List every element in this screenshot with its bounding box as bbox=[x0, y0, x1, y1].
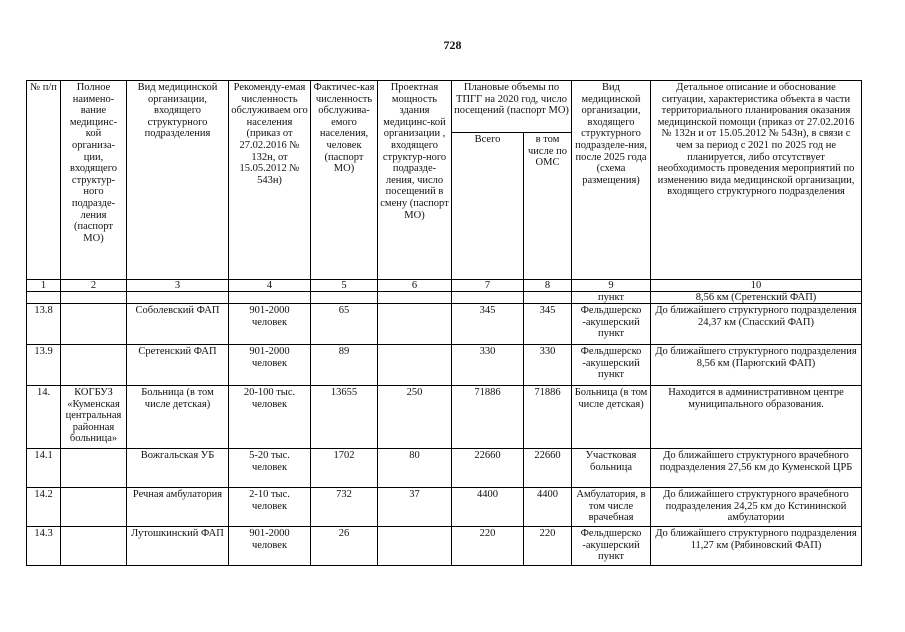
row-oms: 22660 bbox=[524, 449, 572, 488]
row-recommended: 2-10 тыс. человек bbox=[229, 488, 311, 527]
column-number: 8 bbox=[524, 280, 572, 292]
continuation-description: 8,56 км (Сретенский ФАП) bbox=[651, 292, 862, 304]
row-organization bbox=[61, 449, 127, 488]
column-number: 3 bbox=[127, 280, 229, 292]
row-total: 22660 bbox=[452, 449, 524, 488]
continuation-type: пункт bbox=[572, 292, 651, 304]
row-recommended: 901-2000 человек bbox=[229, 304, 311, 345]
row-capacity bbox=[378, 527, 452, 566]
table-row bbox=[27, 304, 862, 345]
header-design-capacity: Проектная мощность здания медицинс-кой организации , входящего структур-ного подразде-ления, число посещений в смену (паспорт МО) bbox=[378, 81, 452, 280]
column-numbers-row bbox=[27, 280, 862, 292]
row-description: До ближайшего структурного подразделения 8,56 км (Парюгский ФАП) bbox=[651, 345, 862, 386]
table-row bbox=[27, 527, 862, 566]
header-description: Детальное описание и обоснование ситуации, характеристика объекта в части территориального планирования оказания медицинской помощи (приказ от 27.02.2016 № 132н и от 15.05.2012 № 543н), в связи с чем за период с 2021 по 2025 год не планируется, либо отсутствует необходимость проведения мероприятий по изменению вида медицинской организации, входящего структурного подразделения bbox=[651, 81, 862, 280]
row-recommended: 901-2000 человек bbox=[229, 527, 311, 566]
row-actual: 732 bbox=[311, 488, 378, 527]
row-actual: 65 bbox=[311, 304, 378, 345]
row-org-type: Речная амбулатория bbox=[127, 488, 229, 527]
row-number: 13.8 bbox=[27, 304, 61, 345]
column-number: 5 bbox=[311, 280, 378, 292]
header-number: № п/п bbox=[27, 81, 61, 280]
column-number: 9 bbox=[572, 280, 651, 292]
row-after-2025: Фельдшерско -акушерский пункт bbox=[572, 304, 651, 345]
row-organization bbox=[61, 488, 127, 527]
row-oms: 4400 bbox=[524, 488, 572, 527]
row-description: До ближайшего структурного подразделения 24,37 км (Спасский ФАП) bbox=[651, 304, 862, 345]
row-organization bbox=[61, 527, 127, 566]
row-recommended: 901-2000 человек bbox=[229, 345, 311, 386]
row-total: 220 bbox=[452, 527, 524, 566]
row-capacity bbox=[378, 304, 452, 345]
row-capacity: 37 bbox=[378, 488, 452, 527]
row-org-type: Лутошкинский ФАП bbox=[127, 527, 229, 566]
header-type-after-2025: Вид медицинской организации, входящего структурного подразделе-ния, после 2025 года (схема размещения) bbox=[572, 81, 651, 280]
row-total: 330 bbox=[452, 345, 524, 386]
row-organization bbox=[61, 345, 127, 386]
column-number: 2 bbox=[61, 280, 127, 292]
row-number: 14. bbox=[27, 386, 61, 449]
column-number: 10 bbox=[651, 280, 862, 292]
row-description: До ближайшего структурного подразделения 11,27 км (Рябиновский ФАП) bbox=[651, 527, 862, 566]
row-org-type: Вожгальская УБ bbox=[127, 449, 229, 488]
page-number: 728 bbox=[443, 38, 462, 52]
column-number: 6 bbox=[378, 280, 452, 292]
header-row bbox=[27, 81, 862, 133]
header-actual-population: Фактичес-кая численность обслужива-емого населения, человек (паспорт МО) bbox=[311, 81, 378, 280]
row-oms: 330 bbox=[524, 345, 572, 386]
row-organization bbox=[61, 304, 127, 345]
row-number: 14.1 bbox=[27, 449, 61, 488]
row-after-2025: Фельдшерско -акушерский пункт bbox=[572, 527, 651, 566]
row-description: До ближайшего структурного врачебного подразделения 24,25 км до Кстининской амбулатории bbox=[651, 488, 862, 527]
column-number: 1 bbox=[27, 280, 61, 292]
row-total: 345 bbox=[452, 304, 524, 345]
row-description: Находится в административном центре муниципального образования. bbox=[651, 386, 862, 449]
row-oms: 345 bbox=[524, 304, 572, 345]
row-capacity bbox=[378, 345, 452, 386]
medical-organizations-table bbox=[26, 80, 862, 566]
row-capacity: 250 bbox=[378, 386, 452, 449]
row-recommended: 20-100 тыс. человек bbox=[229, 386, 311, 449]
column-number: 4 bbox=[229, 280, 311, 292]
table-row bbox=[27, 488, 862, 527]
header-planned-total: Всего bbox=[452, 133, 524, 280]
row-actual: 26 bbox=[311, 527, 378, 566]
row-oms: 220 bbox=[524, 527, 572, 566]
row-oms: 71886 bbox=[524, 386, 572, 449]
table-row bbox=[27, 386, 862, 449]
continuation-row bbox=[27, 292, 862, 304]
header-recommended-population: Рекоменду-емая численность обслуживаем ого населения (приказ от 27.02.2016 № 132н, от 15.05.2012 № 543н) bbox=[229, 81, 311, 280]
header-planned-volumes: Плановые объемы по ТПГГ на 2020 год, число посещений (паспорт МО) bbox=[452, 81, 572, 133]
row-after-2025: Амбулатория, в том числе врачебная bbox=[572, 488, 651, 527]
row-org-type: Сретенский ФАП bbox=[127, 345, 229, 386]
table-row bbox=[27, 345, 862, 386]
row-description: До ближайшего структурного врачебного подразделения 27,56 км до Куменской ЦРБ bbox=[651, 449, 862, 488]
row-actual: 89 bbox=[311, 345, 378, 386]
row-organization: КОГБУЗ «Куменская центральная районная больница» bbox=[61, 386, 127, 449]
row-total: 71886 bbox=[452, 386, 524, 449]
row-actual: 1702 bbox=[311, 449, 378, 488]
header-organization: Полное наимено-вание медицинс-кой организа-ции, входящего структур-ного подразде-ления (паспорт МО) bbox=[61, 81, 127, 280]
header-planned-oms: в том числе по ОМС bbox=[524, 133, 572, 280]
row-number: 14.3 bbox=[27, 527, 61, 566]
row-actual: 13655 bbox=[311, 386, 378, 449]
column-number: 7 bbox=[452, 280, 524, 292]
row-after-2025: Участковая больница bbox=[572, 449, 651, 488]
row-capacity: 80 bbox=[378, 449, 452, 488]
row-number: 14.2 bbox=[27, 488, 61, 527]
row-after-2025: Фельдшерско -акушерский пункт bbox=[572, 345, 651, 386]
row-total: 4400 bbox=[452, 488, 524, 527]
row-recommended: 5-20 тыс. человек bbox=[229, 449, 311, 488]
row-org-type: Соболевский ФАП bbox=[127, 304, 229, 345]
row-after-2025: Больница (в том числе детская) bbox=[572, 386, 651, 449]
row-org-type: Больница (в том числе детская) bbox=[127, 386, 229, 449]
table-row bbox=[27, 449, 862, 488]
header-org-type: Вид медицинской организации, входящего структурного подразделения bbox=[127, 81, 229, 280]
row-number: 13.9 bbox=[27, 345, 61, 386]
